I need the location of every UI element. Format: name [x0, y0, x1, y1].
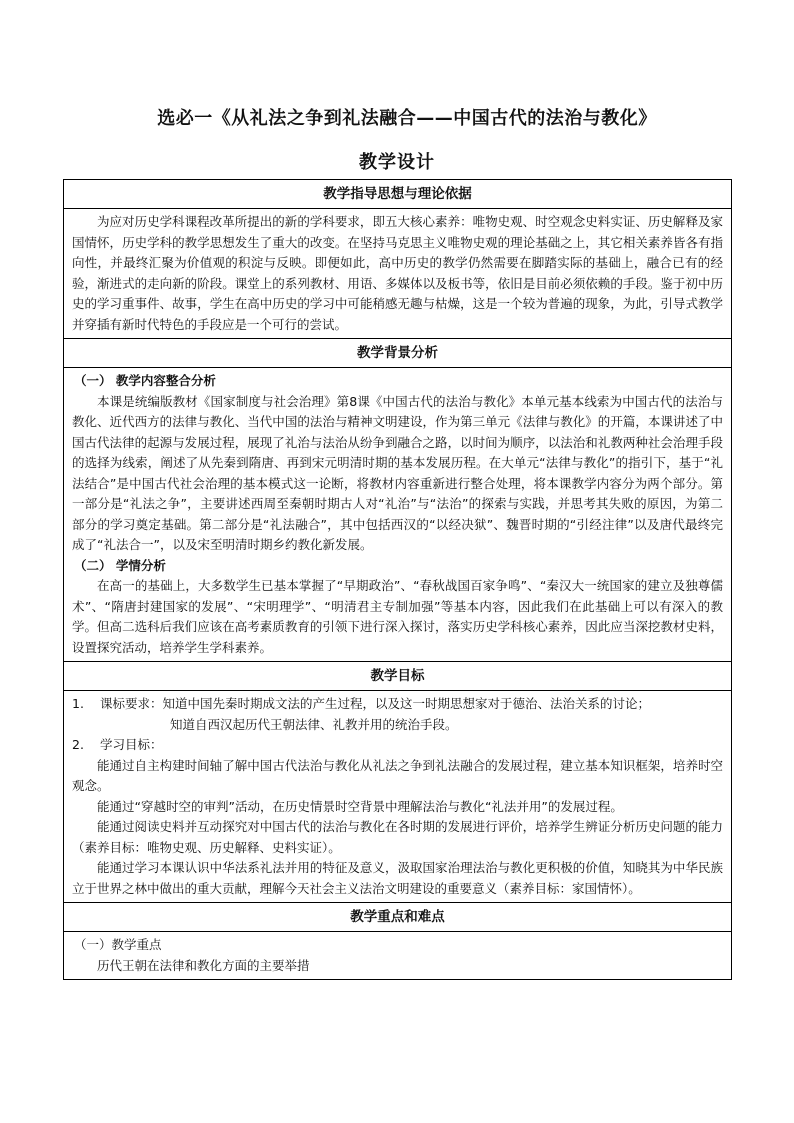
background-subheading-content: （一） 教学内容整合分析	[74, 373, 216, 388]
section-header-keypoints: 教学重点和难点	[64, 903, 731, 932]
keypoints-subheading: （一）教学重点	[74, 937, 162, 952]
document-subtitle: 教学设计	[359, 152, 435, 173]
section-header-goals: 教学目标	[64, 662, 731, 691]
background-subheading-students: （二） 学情分析	[74, 557, 166, 573]
section-header-background: 教学背景分析	[64, 339, 731, 368]
goal-paragraph-2: 能通过“穿越时空的审判”活动，在历史情景时空背景中理解法治与教化“礼法并用”的发展过程。	[97, 798, 623, 814]
goal-item-1-number: 1.	[72, 696, 84, 711]
section-body-goals	[64, 691, 731, 903]
goal-paragraph-1: 能通过自主构建时间轴了解中国古代法治与教化从礼法之争到礼法融合的发展过程，建立基本知识框架，培养时空观念。	[72, 757, 723, 793]
goal-item-1	[72, 694, 723, 715]
goal-item-1-continuation: 知道自西汉起历代王朝法律、礼教并用的统治手段。	[170, 716, 458, 732]
background-paragraph-students: 在高一的基础上，大多数学生已基本掌握了“早期政治”、“春秋战国百家争鸣”、“秦汉大一统国家的建立及独尊儒术”、“隋唐封建国家的发展”、“宋明理学”、“明清君主专制加强”等基本内容，因此我们在此基础上可以有深入的教学。但高二选科后我们应该在高考素质教育的引领下进行深入探讨，落实历史学科核心素养，因此应当深挖教材史料，设置探究活动，培养学生学科素养。	[72, 578, 723, 655]
design-table	[63, 179, 732, 980]
background-paragraph-content: 本课是统编版教材《国家制度与社会治理》第8课《中国古代的法治与教化》本单元基本线索为中国古代的法治与教化、近代西方的法律与教化、当代中国的法治与精神文明建设，作为第三单元《法律与教化》的开篇，本课讲述了中国古代法律的起源与发展过程，展现了礼治与法治从纷争到融合之路，以时间为顺序，以法治和礼教两种社会治理手段的选择为线索，阐述了从先秦到隋唐、再到宋元明清时期的基本发展历程。在大单元“法律与教化”的指引下，基于“礼法结合”是中国古代社会治理的基本模式这一论断，将教材内容重新进行整合处理，将本课教学内容分为两个部分。第一部分是“礼法之争”，主要讲述西周至秦朝时期古人对“礼治”与“法治”的探索与实践，并思考其失败的原因，为第二部分的学习奠定基础。第二部分是“礼法融合”，其中包括西汉的“以经决狱”、魏晋时期的“引经注律”以及唐代最终完成了“礼法合一”，以及宋至明清时期乡约教化新发展。	[72, 393, 723, 552]
guide-paragraph: 为应对历史学科课程改革所提出的新的学科要求，即五大核心素养：唯物史观、时空观念史料实证、历史解释及家国情怀，历史学科的教学思想发生了重大的改变。在坚持马克思主义唯物史观的理论基础之上，其它相关素养皆各有指向性，并最终汇聚为价值观的积淀与反映。即便如此，高中历史的教学仍然需要在脚踏实际的基础上，融合已有的经验，渐进式的走向新的阶段。课堂上的系列教材、用语、多媒体以及板书等，依旧是目前必须依赖的手段。鉴于初中历史的学习重事件、故事，学生在高中历史的学习中可能稍感无趣与枯燥，这是一个较为普遍的现象，为此，引导式教学并穿插有新时代特色的手段应是一个可行的尝试。	[72, 214, 723, 332]
section-body-background	[64, 368, 731, 662]
goal-item-2	[72, 735, 723, 756]
keypoints-paragraph: 历代王朝在法律和教化方面的主要举措	[97, 957, 310, 973]
section-body-keypoints	[64, 932, 731, 979]
goal-item-2-number: 2.	[72, 737, 84, 752]
goal-item-1-text: 课标要求：知道中国先秦时期成文法的产生过程，以及这一时期思想家对于德治、法治关系的讨论；	[100, 696, 651, 711]
document-title: 选必一《从礼法之争到礼法融合——中国古代的法治与教化》	[157, 108, 657, 129]
goal-paragraph-3: 能通过阅读史料并互动探究对中国古代的法治与教化在各时期的发展进行评价，培养学生辨证分析历史问题的能力（素养目标：唯物史观、历史解释、史料实证）。	[72, 819, 723, 855]
section-header-guide: 教学指导思想与理论依据	[64, 180, 731, 209]
goal-paragraph-4: 能通过学习本课认识中华法系礼法并用的特征及意义，汲取国家治理法治与教化更积极的价值，知晓其为中华民族立于世界之林中做出的重大贡献，理解今天社会主义法治文明建设的重要意义（素养目标：家国情怀）。	[72, 860, 723, 896]
section-body-guide	[64, 209, 731, 339]
goal-item-2-text: 学习目标：	[100, 737, 163, 752]
